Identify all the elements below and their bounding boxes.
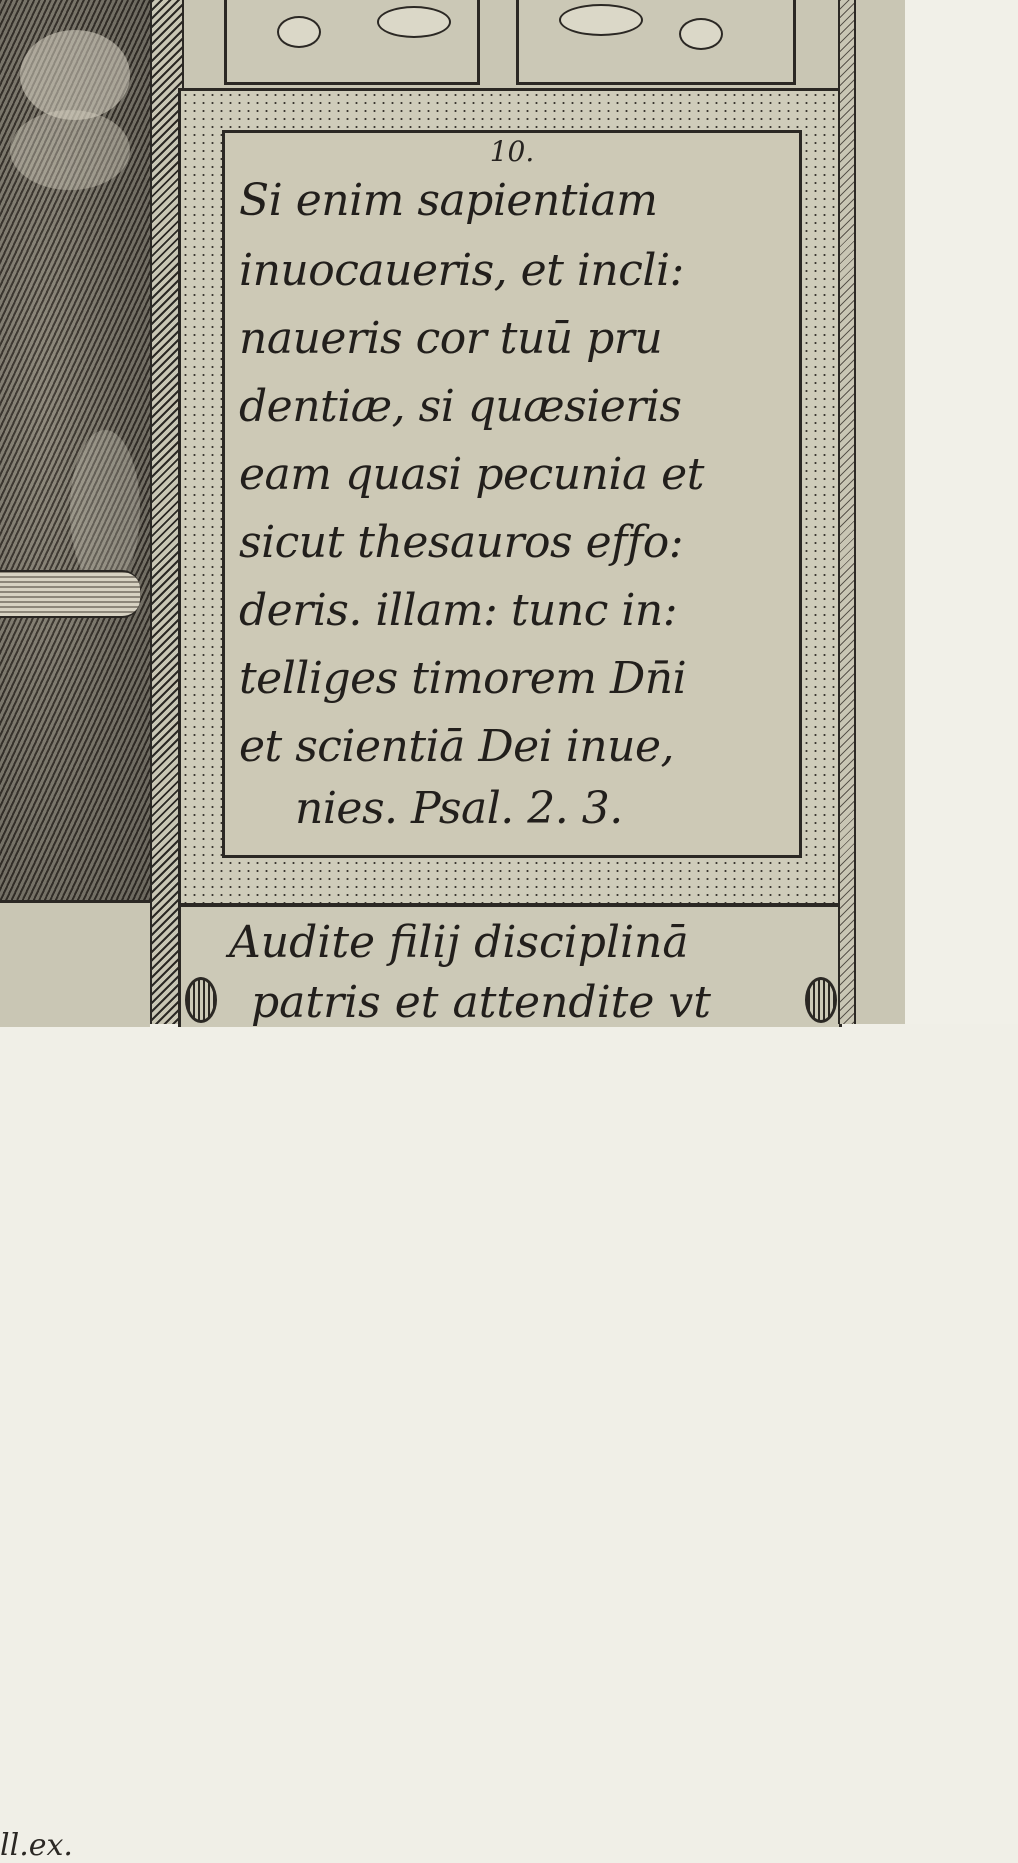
verse-text-box [222, 130, 802, 858]
flower-ornament [277, 16, 321, 48]
verse-line: naueris cor tuū pru [239, 313, 663, 364]
figure-robe-highlight [70, 430, 140, 590]
verse-citation-line: nies. Psal. 2. 3. [295, 783, 623, 834]
verse-line: Si enim sapientiam [239, 175, 658, 226]
verse-line: dentiæ, si quæsieris [239, 381, 682, 432]
verse-line: eam quasi pecunia et [239, 449, 704, 500]
figure-base [0, 900, 150, 1863]
verse-number: 10. [489, 135, 535, 168]
engraved-figure [0, 0, 150, 1863]
figure-sash [0, 570, 140, 618]
figure-arm-highlight [20, 30, 130, 120]
flower-ornament [679, 18, 723, 50]
right-border [838, 0, 856, 1024]
bottom-text-panel [178, 904, 842, 1027]
paper-margin [905, 0, 1018, 1024]
verse-line: sicut thesauros effo: [239, 517, 684, 568]
leaf-ornament [377, 6, 451, 38]
top-left-ornament-panel [224, 0, 480, 85]
verse-line: telliges timorem Dn̄i [239, 653, 687, 704]
leaf-ornament [559, 4, 643, 36]
scroll-ornament-right [805, 977, 837, 1023]
verse-line: inuocaueris, et incli: [239, 245, 684, 296]
verse-line: et scientiā Dei inue, [239, 721, 674, 772]
engraver-signature: ll.ex. [0, 1828, 73, 1863]
bottom-verse-line: Audite filij disciplinā [229, 917, 689, 968]
verse-line: deris. illam: tunc in: [239, 585, 678, 636]
figure-sleeve-highlight [10, 110, 130, 190]
top-right-ornament-panel [516, 0, 796, 85]
bottom-verse-line: patris et attendite vt [251, 977, 711, 1028]
scroll-ornament-left [185, 977, 217, 1023]
